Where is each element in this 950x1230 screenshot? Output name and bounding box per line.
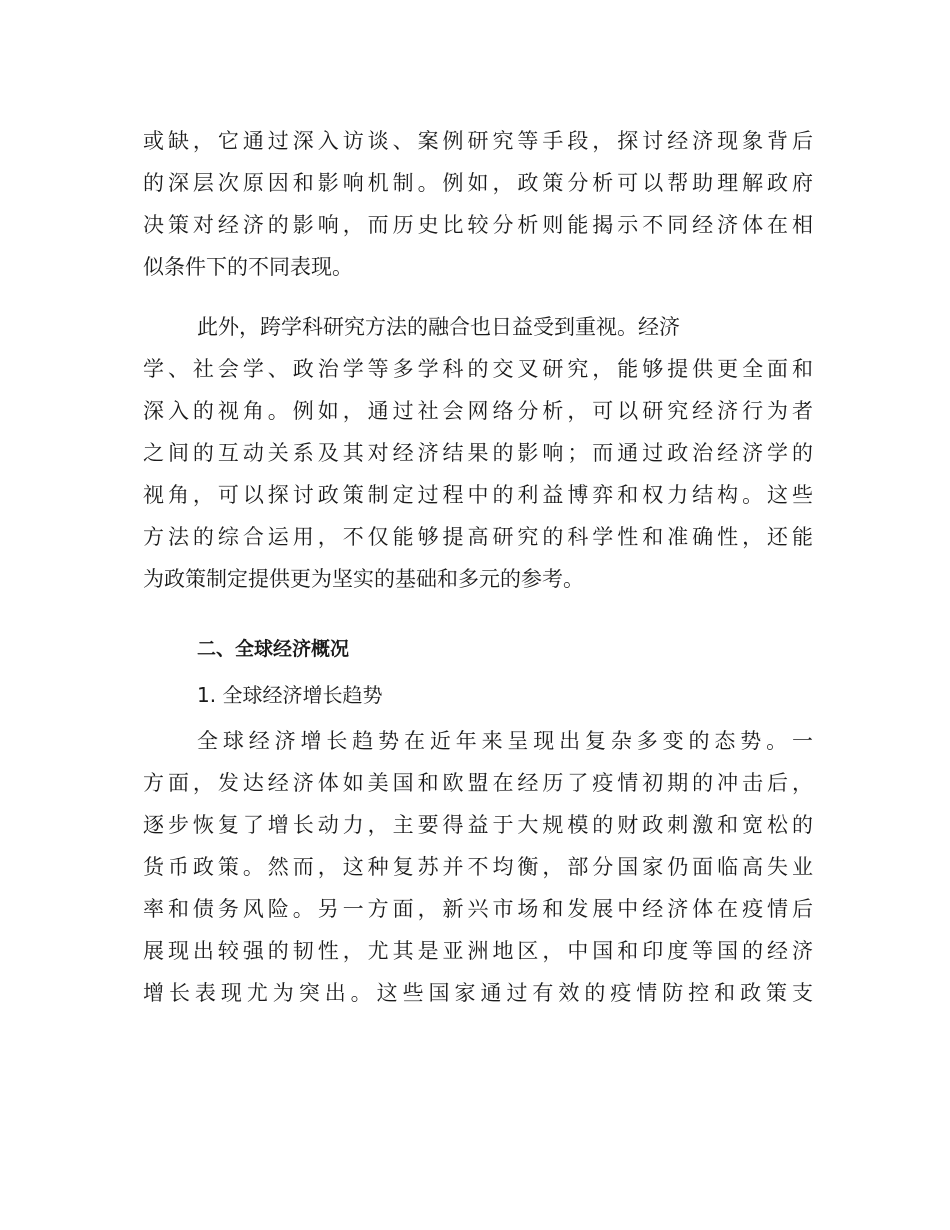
- paragraph-2-line-4: 之间的互动关系及其对经济结果的影响；而通过政治经济学的: [143, 441, 813, 465]
- paragraph-2-line-3: 深入的视角。例如，通过社会网络分析，可以研究经济行为者: [143, 399, 813, 423]
- paragraph-2-line-2: 学、社会学、政治学等多学科的交叉研究，能够提供更全面和: [143, 357, 813, 381]
- paragraph-1-line-3: 决策对经济的影响，而历史比较分析则能揭示不同经济体在相: [143, 213, 813, 237]
- paragraph-1-line-1: 或缺，它通过深入访谈、案例研究等手段，探讨经济现象背后: [143, 129, 813, 153]
- paragraph-2-line-6: 方法的综合运用，不仅能够提高研究的科学性和准确性，还能: [143, 525, 813, 549]
- paragraph-3-line-7: 增长表现尤为突出。这些国家通过有效的疫情防控和政策支: [143, 981, 813, 1005]
- paragraph-3-line-1: 全球经济增长趋势在近年来呈现出复杂多变的态势。一: [197, 729, 813, 753]
- paragraph-3-line-3: 逐步恢复了增长动力，主要得益于大规模的财政刺激和宽松的: [143, 813, 813, 837]
- paragraph-3-line-5: 率和债务风险。另一方面，新兴市场和发展中经济体在疫情后: [143, 897, 813, 921]
- paragraph-3-line-2: 方面，发达经济体如美国和欧盟在经历了疫情初期的冲击后，: [143, 771, 813, 795]
- paragraph-2-line-7: 为政策制定提供更为坚实的基础和多元的参考。: [143, 567, 584, 591]
- subsection-heading: 1. 全球经济增长趋势: [197, 683, 383, 707]
- paragraph-1-line-4: 似条件下的不同表现。: [143, 255, 353, 279]
- paragraph-1-line-2: 的深层次原因和影响机制。例如，政策分析可以帮助理解政府: [143, 171, 813, 195]
- paragraph-2-line-5: 视角，可以探讨政策制定过程中的利益博弈和权力结构。这些: [143, 483, 813, 507]
- paragraph-3-line-6: 展现出较强的韧性，尤其是亚洲地区，中国和印度等国的经济: [143, 939, 813, 963]
- section-heading: 二、全球经济概况: [197, 638, 350, 660]
- paragraph-3-line-4: 货币政策。然而，这种复苏并不均衡，部分国家仍面临高失业: [143, 855, 813, 879]
- paragraph-2-line-1: 此外，跨学科研究方法的融合也日益受到重视。经济: [197, 315, 680, 339]
